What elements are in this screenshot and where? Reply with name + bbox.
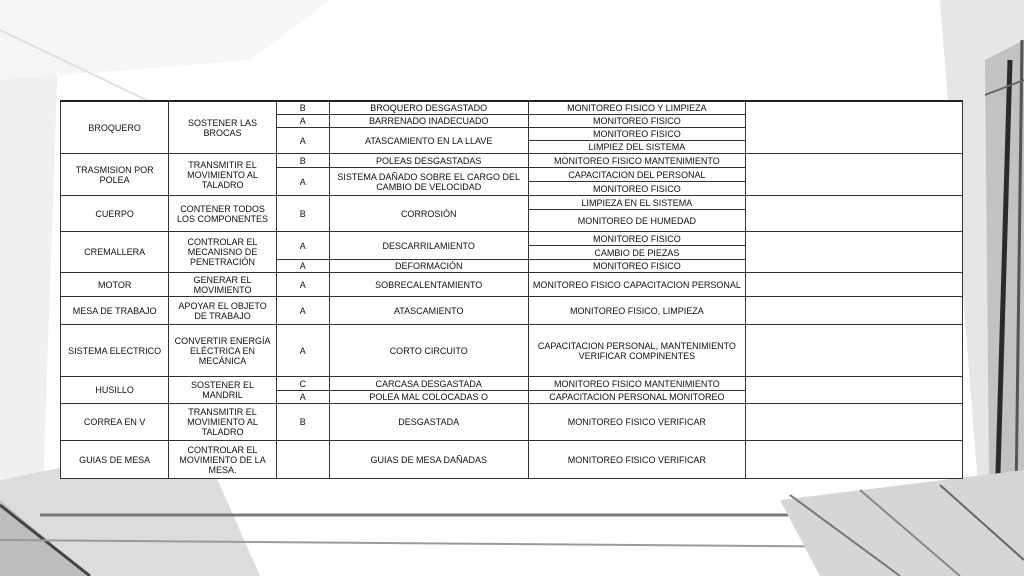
action-cell: MONITOREO FISICO xyxy=(528,260,746,273)
failure-cell: ATASCAMIENTO EN LA LLAVE xyxy=(329,128,528,154)
risk-table-body xyxy=(61,101,963,479)
action-cell: MONITOREO FISICO xyxy=(528,115,746,128)
function-cell: CONTENER TODOS LOS COMPONENTES xyxy=(169,196,276,232)
level-cell: A xyxy=(276,115,329,128)
action-cell: CAPACITACION PERSONAL, MANTENIMIENTO VERIFICAR COMPINENTES xyxy=(528,325,746,377)
risk-table-container xyxy=(60,100,963,479)
table-row xyxy=(61,404,963,441)
table-row xyxy=(61,325,963,377)
component-cell: CREMALLERA xyxy=(61,232,169,273)
level-cell: A xyxy=(276,273,329,297)
action-cell: MONITOREO FISICO, LIMPIEZA xyxy=(528,297,746,325)
action-cell: MONITOREO DE HUMEDAD xyxy=(528,210,746,232)
action-cell: MONITOREO FISICO xyxy=(528,232,746,246)
function-cell: APOYAR EL OBJETO DE TRABAJO xyxy=(169,297,276,325)
action-cell: MONITOREO FISICO Y LIMPIEZA xyxy=(528,101,746,115)
component-cell: CUERPO xyxy=(61,196,169,232)
component-cell: GUIAS DE MESA xyxy=(61,441,169,479)
action-cell: MONITOREO FISICO xyxy=(528,182,746,196)
level-cell: A xyxy=(276,128,329,154)
failure-cell: POLEA MAL COLOCADAS O xyxy=(329,391,528,404)
table-row xyxy=(61,101,963,115)
failure-cell: BARRENADO INADECUADO xyxy=(329,115,528,128)
notes-cell xyxy=(746,377,963,404)
notes-cell xyxy=(746,232,963,273)
notes-cell xyxy=(746,154,963,196)
failure-cell: CORTO CIRCUITO xyxy=(329,325,528,377)
level-cell: B xyxy=(276,404,329,441)
action-cell: LIMPIEZA EN EL SISTEMA xyxy=(528,196,746,210)
function-cell: GENERAR EL MOVIMIENTO xyxy=(169,273,276,297)
table-row xyxy=(61,273,963,297)
level-cell: B xyxy=(276,101,329,115)
table-row xyxy=(61,196,963,210)
table-row xyxy=(61,297,963,325)
failure-cell: SOBRECALENTAMIENTO xyxy=(329,273,528,297)
function-cell: SOSTENER EL MANDRIL xyxy=(169,377,276,404)
level-cell xyxy=(276,441,329,479)
failure-cell: DEFORMACIÓN xyxy=(329,260,528,273)
failure-cell: GUIAS DE MESA DAÑADAS xyxy=(329,441,528,479)
risk-table xyxy=(60,100,963,479)
function-cell: TRANSMITIR EL MOVIMIENTO AL TALADRO xyxy=(169,404,276,441)
component-cell: MESA DE TRABAJO xyxy=(61,297,169,325)
function-cell: CONTROLAR EL MOVIMIENTO DE LA MESA. xyxy=(169,441,276,479)
level-cell: B xyxy=(276,196,329,232)
function-cell: CONTROLAR EL MECANISNO DE PENETRACIÓN xyxy=(169,232,276,273)
notes-cell xyxy=(746,196,963,232)
table-row xyxy=(61,154,963,168)
level-cell: A xyxy=(276,391,329,404)
component-cell: CORREA EN V xyxy=(61,404,169,441)
component-cell: TRASMISION POR POLEA xyxy=(61,154,169,196)
failure-cell: CORROSIÓN xyxy=(329,196,528,232)
notes-cell xyxy=(746,273,963,297)
action-cell: CAPACITACION PERSONAL MONITOREO xyxy=(528,391,746,404)
notes-cell xyxy=(746,404,963,441)
table-row xyxy=(61,377,963,391)
component-cell: HUSILLO xyxy=(61,377,169,404)
action-cell: MONITOREO FISICO CAPACITACION PERSONAL xyxy=(528,273,746,297)
action-cell: LIMPIEZ DEL SISTEMA xyxy=(528,141,746,154)
notes-cell xyxy=(746,325,963,377)
failure-cell: ATASCAMIENTO xyxy=(329,297,528,325)
notes-cell xyxy=(746,297,963,325)
failure-cell: DESGASTADA xyxy=(329,404,528,441)
action-cell: MONITOREO FISICO MANTENIMIENTO xyxy=(528,154,746,168)
action-cell: MONITOREO FISICO MANTENIMIENTO xyxy=(528,377,746,391)
component-cell: MOTOR xyxy=(61,273,169,297)
action-cell: MONITOREO FISICO xyxy=(528,128,746,141)
level-cell: A xyxy=(276,260,329,273)
failure-cell: SISTEMA DAÑADO SOBRE EL CARGO DEL CAMBIO DE VELOCIDAD xyxy=(329,168,528,196)
level-cell: A xyxy=(276,232,329,260)
failure-cell: DESCARRILAMIENTO xyxy=(329,232,528,260)
notes-cell xyxy=(746,441,963,479)
component-cell: BROQUERO xyxy=(61,101,169,154)
level-cell: A xyxy=(276,168,329,196)
action-cell: CAMBIO DE PIEZAS xyxy=(528,246,746,260)
level-cell: A xyxy=(276,325,329,377)
level-cell: A xyxy=(276,297,329,325)
action-cell: MONITOREO FISICO VERIFICAR xyxy=(528,404,746,441)
notes-cell xyxy=(746,101,963,154)
failure-cell: CARCASA DESGASTADA xyxy=(329,377,528,391)
component-cell: SISTEMA ELECTRICO xyxy=(61,325,169,377)
level-cell: B xyxy=(276,154,329,168)
failure-cell: POLEAS DESGASTADAS xyxy=(329,154,528,168)
table-row xyxy=(61,232,963,246)
failure-cell: BROQUERO DESGASTADO xyxy=(329,101,528,115)
level-cell: C xyxy=(276,377,329,391)
function-cell: CONVERTIR ENERGÍA ELÉCTRICA EN MECÁNICA xyxy=(169,325,276,377)
table-row xyxy=(61,441,963,479)
action-cell: CAPACITACION DEL PERSONAL xyxy=(528,168,746,182)
function-cell: TRANSMITIR EL MOVIMIENTO AL TALADRO xyxy=(169,154,276,196)
action-cell: MONITOREO FISICO VERIFICAR xyxy=(528,441,746,479)
function-cell: SOSTENER LAS BROCAS xyxy=(169,101,276,154)
